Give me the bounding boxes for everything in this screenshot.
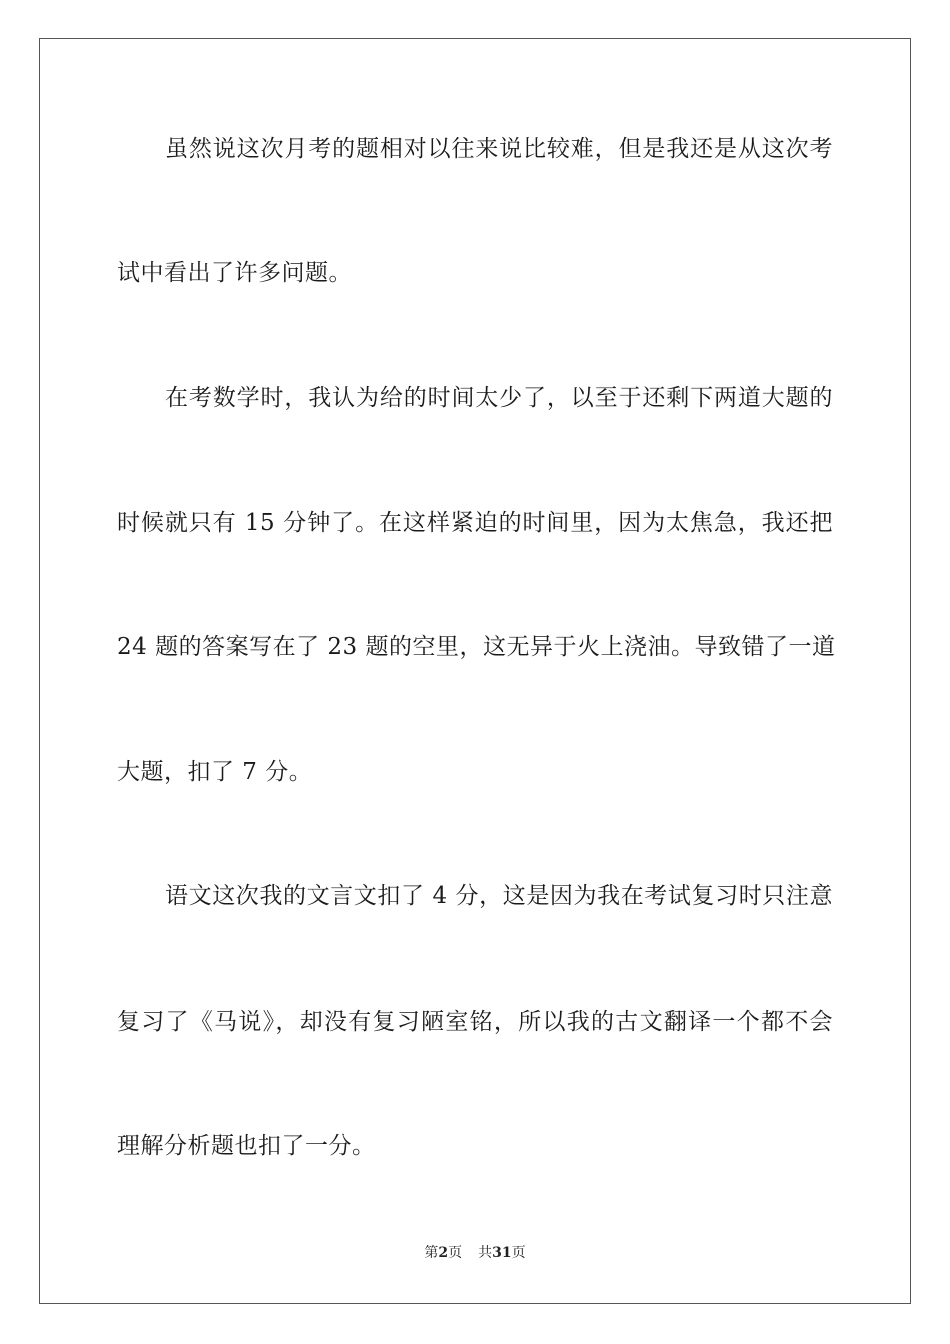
paragraph-2-line-2: 时候就只有 15 分钟了。在这样紧迫的时间里，因为太焦急，我还把 (117, 510, 833, 536)
paragraph-1-line-1: 虽然说这次月考的题相对以往来说比较难，但是我还是从这次考 (165, 136, 833, 162)
page-prefix: 第 (424, 1245, 439, 1261)
paragraph-2-line-3: 24 题的答案写在了 23 题的空里，这无异于火上浇油。导致错了一道 (117, 634, 836, 660)
total-pages: 31 (492, 1245, 512, 1261)
total-suffix: 页 (511, 1245, 526, 1261)
total-prefix: 共 (478, 1245, 493, 1261)
paragraph-2-line-4: 大题，扣了 7 分。 (117, 759, 313, 785)
paragraph-3-line-2: 复习了《马说》，却没有复习陋室铭，所以我的古文翻译一个都不会 (117, 1009, 833, 1035)
paragraph-3-line-3: 理解分析题也扣了一分。 (117, 1133, 376, 1159)
page-suffix: 页 (448, 1245, 463, 1261)
paragraph-3-line-1: 语文这次我的文言文扣了 4 分，这是因为我在考试复习时只注意 (165, 883, 833, 909)
page-footer (0, 1244, 950, 1262)
paragraph-2-line-1: 在考数学时，我认为给的时间太少了，以至于还剩下两道大题的 (165, 385, 833, 411)
page-border (39, 38, 911, 1304)
page-number: 2 (438, 1245, 449, 1261)
paragraph-1-line-2: 试中看出了许多问题。 (117, 260, 352, 286)
